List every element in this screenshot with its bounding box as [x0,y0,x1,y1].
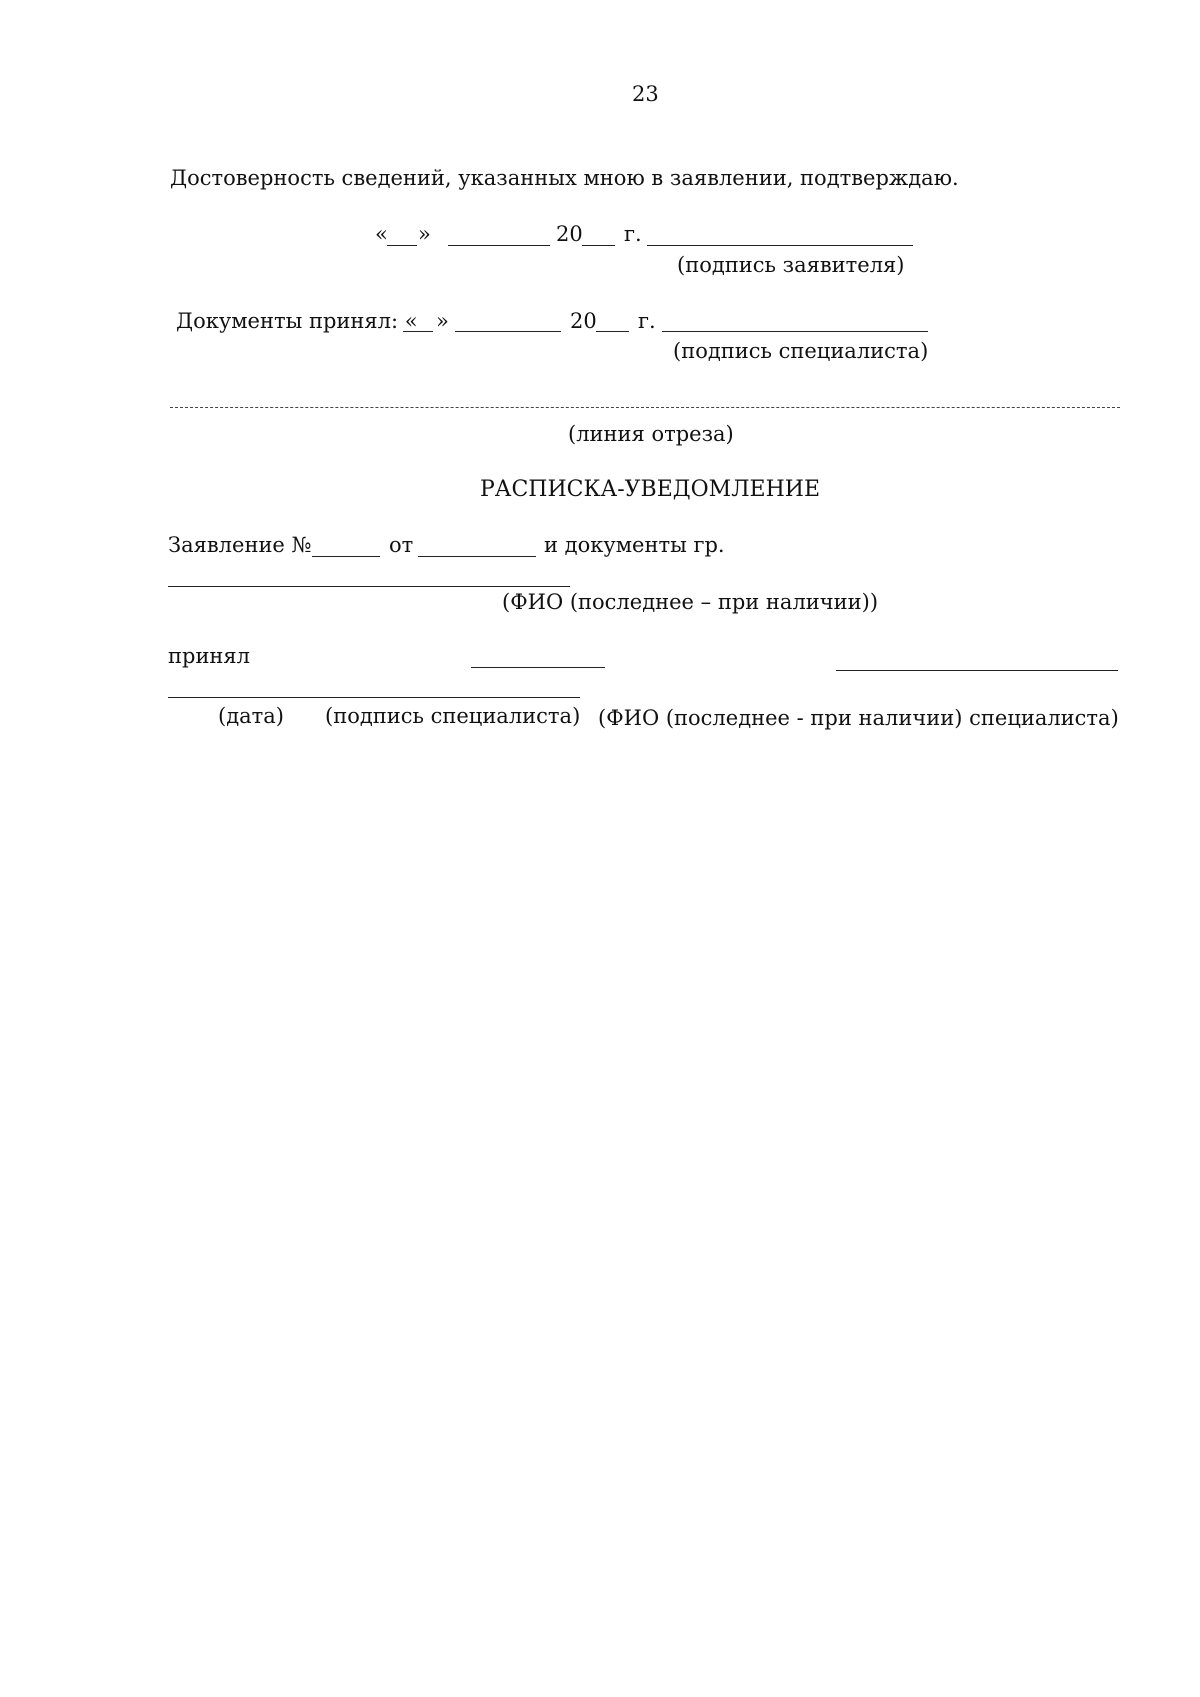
received-month-line[interactable] [455,331,561,332]
received-day-line[interactable] [403,331,433,332]
applicant-signature-caption: (подпись заявителя) [677,253,905,277]
year-prefix: 20 [556,222,583,246]
specialist-signature-caption: (подпись специалиста) [673,339,929,363]
page-number: 23 [632,82,659,106]
received-label: Документы принял: « [176,309,418,333]
received-year-prefix: 20 [570,309,597,333]
received-close-quote: » [436,309,449,333]
statement-date-line[interactable] [418,556,536,557]
year-suffix: г. [624,222,642,246]
specialist-signature-line[interactable] [662,331,928,332]
accepted-fio-line[interactable] [836,670,1118,671]
applicant-signature-line[interactable] [647,245,913,246]
specialist-fio-caption: (ФИО (последнее - при наличии) специалиста) [598,706,1119,730]
citizen-fio-line[interactable] [168,586,570,587]
open-quote: « [375,222,388,246]
close-quote: » [418,222,431,246]
accepted-signature-line[interactable] [471,667,605,668]
year-field-line[interactable] [582,245,615,246]
receipt-title: РАСПИСКА-УВЕДОМЛЕНИЕ [480,477,821,502]
accepted-label: принял [168,644,251,668]
fio-caption: (ФИО (последнее – при наличии)) [502,590,879,614]
day-field-line[interactable] [387,245,417,246]
statement-tail: и документы гр. [544,533,725,557]
statement-label: Заявление № [168,533,312,557]
date-caption: (дата) [218,704,284,728]
received-year-line[interactable] [596,331,629,332]
signature-caption: (подпись специалиста) [325,704,581,728]
confirmation-text: Достоверность сведений, указанных мною в заявлении, подтверждаю. [170,166,959,190]
cut-line-caption: (линия отреза) [568,422,734,446]
statement-from: от [389,533,414,557]
month-field-line[interactable] [448,245,550,246]
cut-line [170,407,1120,408]
received-year-suffix: г. [638,309,656,333]
accepted-date-line[interactable] [168,697,580,698]
statement-number-line[interactable] [312,556,380,557]
